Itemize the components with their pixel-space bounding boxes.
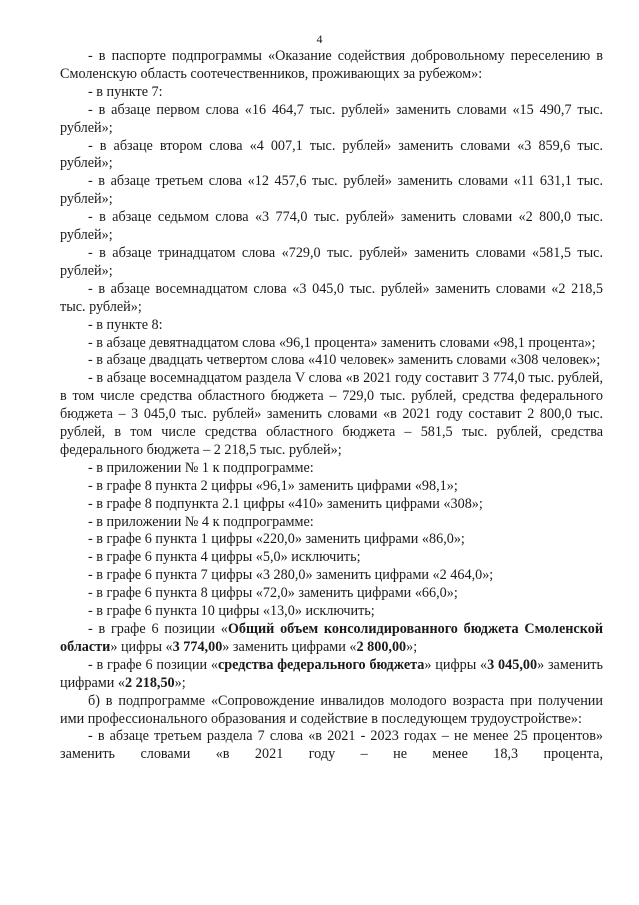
text-segment: - в графе 6 пункта 1 цифры «220,0» заменить цифрами «86,0»;: [88, 531, 465, 548]
text-segment: - в приложении № 1 к подпрограмме:: [88, 459, 314, 476]
text-segment: - в графе 6 пункта 10 цифры «13,0» исключить;: [88, 603, 375, 620]
bold-text: 3 045,00: [487, 656, 538, 673]
text-segment: - в графе 8 пункта 2 цифры «96,1» заменить цифрами «98,1»;: [88, 477, 458, 494]
bold-text: 2 800,00: [356, 638, 407, 655]
text-segment: - в графе 6 позиции «: [88, 656, 218, 673]
paragraph: [60, 352, 603, 370]
paragraph: [60, 209, 603, 245]
paragraph: [60, 567, 603, 585]
paragraph: [60, 496, 603, 514]
text-segment: - в абзаце первом слова «16 464,7 тыс. рублей» заменить словами «15 490,7 тыс. рублей»;: [60, 101, 603, 136]
document-body: [60, 48, 603, 764]
paragraph: [60, 621, 603, 657]
paragraph: [60, 585, 603, 603]
text-segment: - в паспорте подпрограммы «Оказание содействия добровольному переселению в Смоленскую область соотечественников, проживающих за рубежом»:: [60, 48, 603, 82]
text-segment: - в абзаце восемнадцатом раздела V слова «в 2021 году составит 3 774,0 тыс. рублей, в том числе средства областного бюджета – 729,0 тыс. рублей, средства федерального бюджета – 3 045,0 тыс. рублей» заменить словами «в 2021 году составит 2 800,0 тыс. рублей, в том числе средства областного бюджета – 581,5 тыс. рублей, средства федерального бюджета – 2 218,5 тыс. рублей»;: [60, 370, 603, 458]
paragraph: [60, 281, 603, 317]
paragraph: [60, 84, 603, 102]
text-segment: - в абзаце двадцать четвертом слова «410 человек» заменить словами «308 человек»;: [88, 352, 601, 369]
paragraph: [60, 460, 603, 478]
paragraph: [60, 317, 603, 335]
text-segment: - в пункте 7:: [88, 83, 163, 100]
text-segment: » заменить цифрами «: [60, 656, 603, 691]
bold-text: Общий объем консолидированного бюджета Смоленской области: [60, 621, 603, 655]
text-segment: б) в подпрограмме «Сопровождение инвалидов молодого возраста при получении ими профессионального образования и содействие в последующем трудоустройстве»:: [60, 692, 603, 727]
paragraph: [60, 245, 603, 281]
text-segment: - в абзаце седьмом слова «3 774,0 тыс. рублей» заменить словами «2 800,0 тыс. рублей»;: [60, 209, 603, 244]
paragraph: [60, 603, 603, 621]
paragraph: [60, 531, 603, 549]
text-segment: » заменить цифрами «: [222, 638, 357, 655]
text-segment: - в графе 6 пункта 7 цифры «3 280,0» заменить цифрами «2 464,0»;: [88, 567, 494, 584]
text-segment: - в абзаце втором слова «4 007,1 тыс. рублей» заменить словами «3 859,6 тыс. рублей»;: [60, 137, 603, 172]
text-segment: » цифры «: [110, 638, 173, 655]
paragraph: [60, 48, 603, 84]
paragraph: [60, 693, 603, 729]
text-segment: - в абзаце третьем слова «12 457,6 тыс. рублей» заменить словами «11 631,1 тыс. рублей»;: [60, 173, 603, 208]
text-segment: - в абзаце тринадцатом слова «729,0 тыс. рублей» заменить словами «581,5 тыс. рублей»;: [60, 244, 603, 279]
text-segment: - в графе 6 пункта 4 цифры «5,0» исключить;: [88, 549, 361, 566]
paragraph: [60, 173, 603, 209]
paragraph: [60, 370, 603, 460]
text-segment: - в приложении № 4 к подпрограмме:: [88, 513, 314, 530]
text-segment: - в пункте 8:: [88, 316, 163, 333]
text-segment: - в абзаце девятнадцатом слова «96,1 процента» заменить словами «98,1 процента»;: [88, 334, 596, 351]
paragraph: [60, 478, 603, 496]
paragraph: [60, 335, 603, 353]
page-number: 4: [316, 32, 323, 46]
text-segment: - в графе 6 позиции «: [88, 621, 228, 637]
paragraph: [60, 102, 603, 138]
paragraph: [60, 657, 603, 693]
text-segment: »;: [406, 638, 418, 655]
bold-text: 2 218,50: [124, 674, 175, 691]
text-segment: - в графе 8 подпункта 2.1 цифры «410» заменить цифрами «308»;: [88, 495, 483, 512]
text-segment: - в графе 6 пункта 8 цифры «72,0» заменить цифрами «66,0»;: [88, 585, 458, 602]
paragraph: [60, 514, 603, 532]
bold-text: 3 774,00: [172, 638, 223, 655]
text-segment: - в абзаце восемнадцатом слова «3 045,0 тыс. рублей» заменить словами «2 218,5 тыс. рублей»;: [60, 280, 603, 315]
text-segment: » цифры «: [424, 656, 488, 673]
text-segment: »;: [174, 674, 186, 691]
text-segment: - в абзаце третьем раздела 7 слова «в 2021 - 2023 годах – не менее 25 процентов» заменить словами «в 2021 году – не менее 18,3 процента,: [60, 728, 603, 763]
bold-text: средства федерального бюджета: [217, 656, 425, 673]
paragraph: [60, 138, 603, 174]
paragraph: [60, 549, 603, 567]
paragraph: [60, 728, 603, 764]
